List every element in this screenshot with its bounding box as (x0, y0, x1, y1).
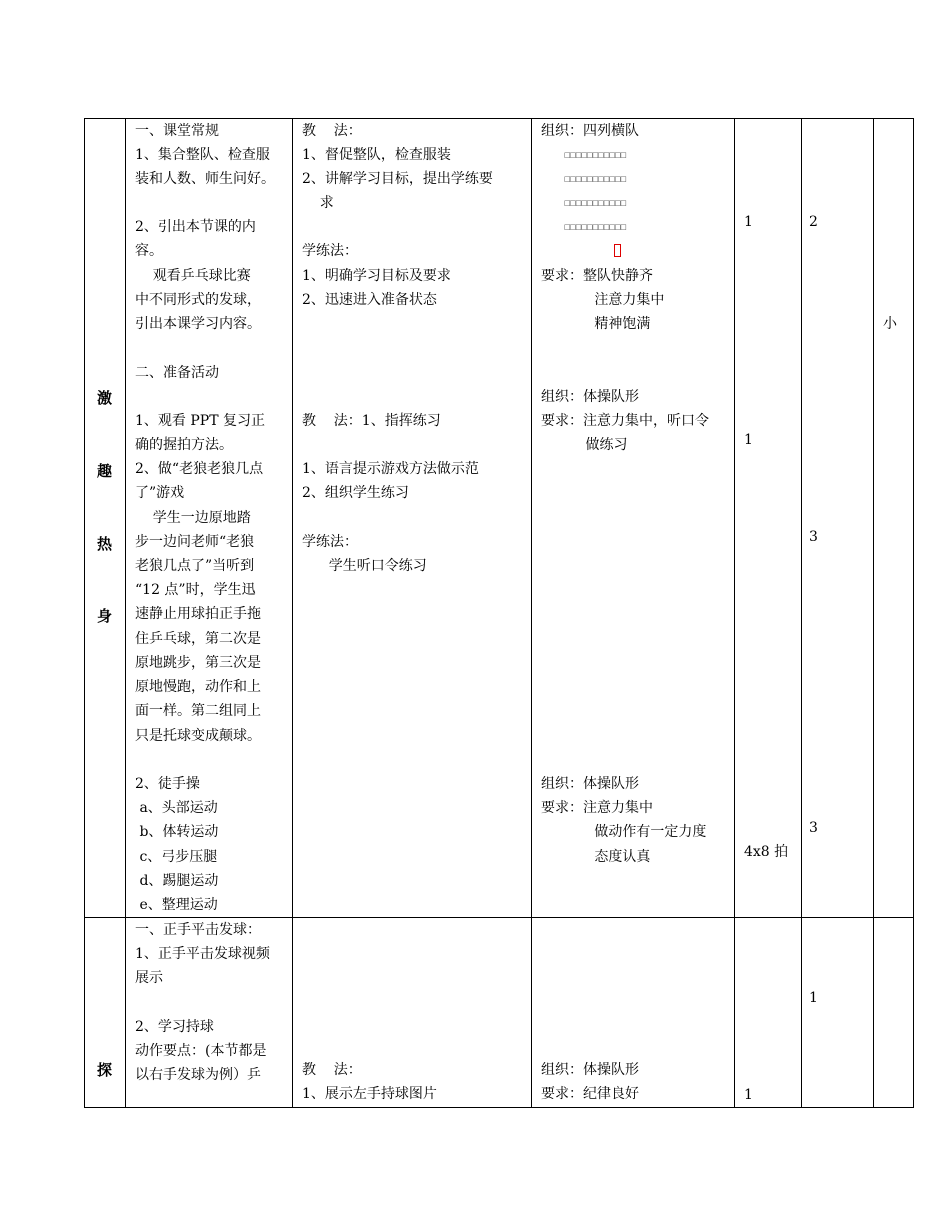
content-line: 学生一边原地踏 (135, 510, 251, 526)
content-line: c、弓步压腿 (135, 849, 218, 865)
org-line: 组织：四列横队 (541, 123, 639, 139)
table-bottom-border (84, 1107, 914, 1108)
content-line: e、整理运动 (135, 897, 218, 913)
formation-row: □□□□□□□□□□□ (564, 151, 626, 159)
org-line: 做练习 (541, 437, 628, 453)
time-value: 1 (744, 1087, 753, 1103)
method-line: 1、展示左手持球图片 (302, 1086, 437, 1102)
method-line: 教 法： (302, 1062, 362, 1078)
stage-char: 趣 (97, 462, 113, 480)
col-border (873, 118, 874, 1108)
content-line: 只是托球变成颠球。 (135, 728, 261, 744)
count-value: 3 (809, 820, 818, 836)
content-line: 原地慢跑，动作和上 (135, 679, 261, 695)
col-border (292, 118, 293, 1108)
formation-row: □□□□□□□□□□□ (564, 223, 626, 231)
org-line: 注意力集中 (541, 292, 665, 308)
org-line: 要求：注意力集中，听口令 (541, 413, 709, 429)
content-line: a、头部运动 (135, 800, 218, 816)
content-line: 面一样。第二组同上 (135, 703, 261, 719)
content-line: 容。 (135, 243, 163, 259)
col-border (801, 118, 802, 1108)
content-line: d、踢腿运动 (135, 873, 219, 889)
method-line: 1、明确学习目标及要求 (302, 268, 451, 284)
col-border (531, 118, 532, 1108)
stage-char: 热 (97, 535, 113, 553)
col-border (734, 118, 735, 1108)
count-value: 1 (809, 990, 818, 1006)
org-line: 要求：整队快静齐 (541, 268, 653, 284)
method-line: 求 (302, 195, 334, 211)
method-line: 2、组织学生练习 (302, 485, 409, 501)
content-line: b、体转运动 (135, 824, 219, 840)
content-line: 步一边问老师“老狼 (135, 534, 255, 550)
content-line: 二、准备活动 (135, 365, 219, 381)
org-line: 组织：体操队形 (541, 389, 639, 405)
count-value: 2 (809, 214, 818, 230)
content-line: 动作要点：(本节都是 (135, 1043, 267, 1059)
stage-char: 身 (97, 607, 113, 625)
content-line: 了”游戏 (135, 485, 185, 501)
time-value: 1 (744, 432, 753, 448)
method-line: 学练法： (302, 534, 358, 550)
content-line: 住乒乓球，第二次是 (135, 631, 261, 647)
content-line: 引出本课学习内容。 (135, 316, 261, 332)
stage-char: 激 (97, 389, 113, 407)
content-line: 观看乒乓球比赛 (135, 268, 251, 284)
org-line: 精神饱满 (541, 316, 651, 332)
content-line: 2、徒手操 (135, 776, 200, 792)
time-value: 1 (744, 214, 753, 230)
content-line: 老狼几点了”当听到 (135, 558, 255, 574)
content-line: 2、引出本节课的内 (135, 219, 256, 235)
intensity-value: 小 (883, 316, 897, 332)
content-line: 1、集合整队、检查服 (135, 147, 270, 163)
content-line: 速静止用球拍正手拖 (135, 606, 261, 622)
org-line: 组织：体操队形 (541, 776, 639, 792)
content-line: 以右手发球为例）乒 (135, 1067, 261, 1083)
time-value: 4x8 拍 (744, 844, 789, 860)
method-line: 学生听口令练习 (302, 558, 427, 574)
col-border (913, 118, 914, 1108)
org-line: 要求：注意力集中 (541, 800, 653, 816)
teacher-marker-icon (614, 244, 621, 257)
col-border (125, 118, 126, 1108)
content-line: 装和人数、师生问好。 (135, 171, 275, 187)
col-border (84, 118, 85, 1108)
content-line: 展示 (135, 970, 163, 986)
content-line: 中不同形式的发球， (135, 292, 261, 308)
org-line: 做动作有一定力度 (541, 824, 707, 840)
org-line: 组织：体操队形 (541, 1062, 639, 1078)
content-line: “12 点”时，学生迅 (135, 582, 256, 598)
method-line: 2、迅速进入准备状态 (302, 292, 437, 308)
content-line: 一、正手平击发球： (135, 922, 261, 938)
content-line: 1、观看 PPT 复习正 (135, 413, 265, 429)
method-line: 教 法： (302, 123, 362, 139)
count-value: 3 (809, 529, 818, 545)
content-line: 1、正手平击发球视频 (135, 946, 270, 962)
content-line: 确的握拍方法。 (135, 437, 233, 453)
content-line: 2、学习持球 (135, 1019, 214, 1035)
stage-char: 探 (97, 1061, 113, 1079)
method-line: 学练法： (302, 243, 358, 259)
content-line: 2、做“老狼老狼几点 (135, 461, 264, 477)
org-line: 态度认真 (541, 849, 651, 865)
method-line: 1、督促整队，检查服装 (302, 147, 451, 163)
org-line: 要求：纪律良好 (541, 1086, 639, 1102)
formation-row: □□□□□□□□□□□ (564, 175, 626, 183)
method-line: 1、语言提示游戏方法做示范 (302, 461, 479, 477)
method-line: 教 法：1、指挥练习 (302, 413, 441, 429)
content-line: 原地跳步，第三次是 (135, 655, 261, 671)
content-line: 一、课堂常规 (135, 123, 219, 139)
formation-row: □□□□□□□□□□□ (564, 199, 626, 207)
method-line: 2、讲解学习目标，提出学练要 (302, 171, 493, 187)
